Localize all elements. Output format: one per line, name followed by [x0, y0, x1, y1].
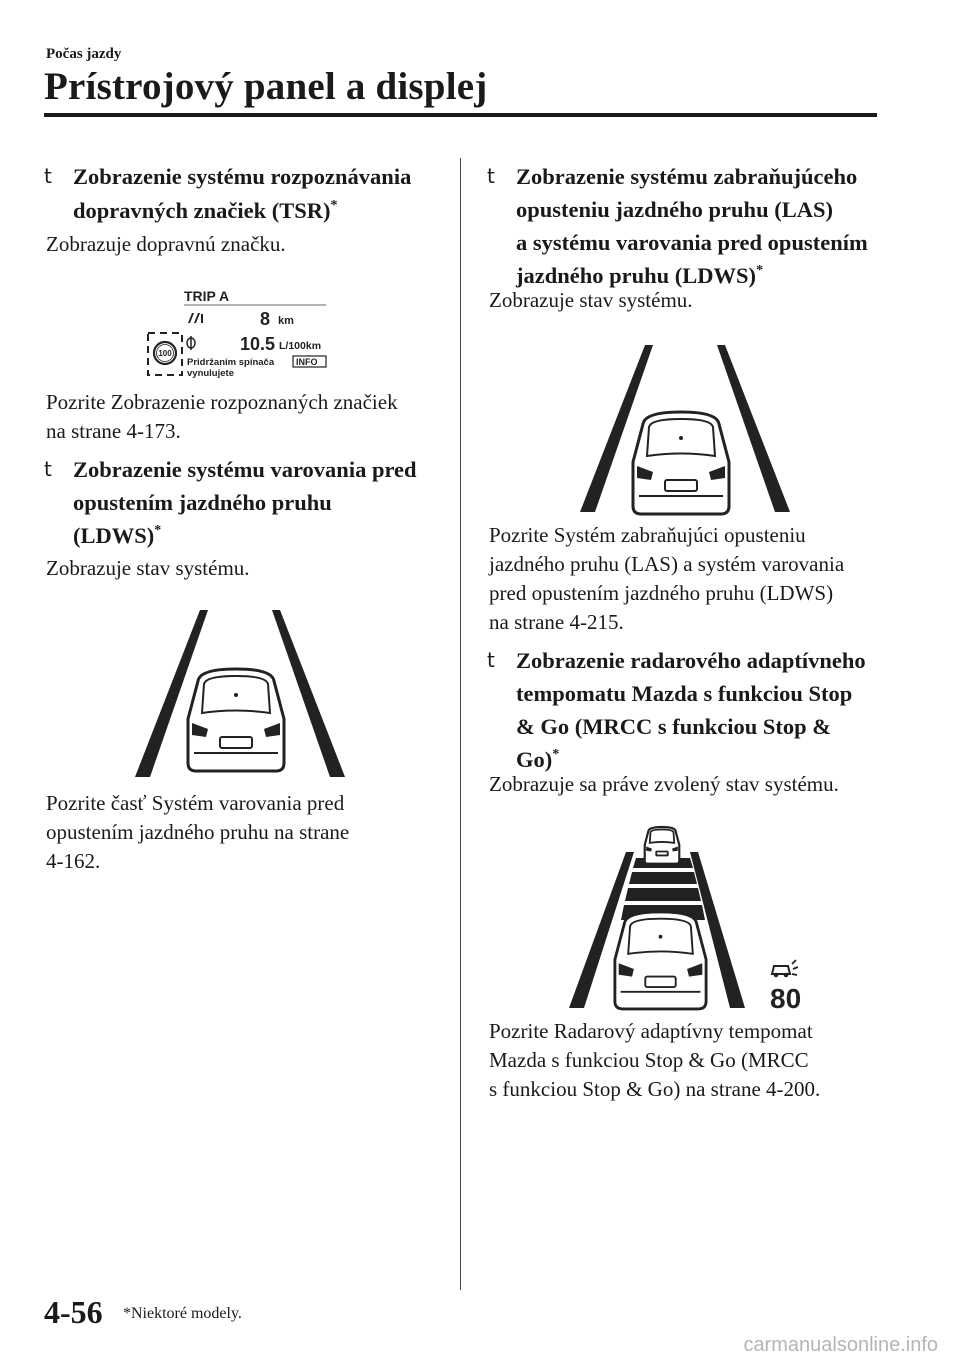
ldws-lane-illustration: [130, 605, 350, 780]
las-heading-line-4: jazdného pruhu (LDWS): [516, 263, 757, 288]
speed-limit-value: 100: [158, 349, 172, 358]
asterisk: *: [756, 263, 764, 278]
ldws-reference-line-3: 4-162.: [46, 849, 101, 873]
fuel-consumption-icon: [187, 336, 195, 350]
las-heading: [487, 160, 896, 292]
asterisk: *: [154, 523, 162, 538]
mrcc-illustration: [560, 822, 810, 1012]
car-rear-icon: [633, 412, 729, 514]
tsr-reference-line-1: Pozrite Zobrazenie rozpoznaných značiek: [46, 390, 398, 414]
lead-vehicle-icon: [645, 827, 680, 864]
tsr-description: Zobrazuje dopravnú značku.: [46, 232, 286, 256]
fuel-consumption-value: 10.5: [240, 334, 276, 354]
car-rear-icon: [615, 912, 706, 1009]
reset-hint-line-1: Pridržaním spínača: [187, 357, 275, 368]
set-speed-value: 80: [770, 983, 802, 1014]
chapter-title: Prístrojový panel a displej: [44, 65, 488, 108]
odometer-icon: [188, 313, 203, 323]
reset-hint-line-2: vynulujete: [187, 368, 234, 379]
mrcc-heading-line-2: tempomatu Mazda s funkciou Stop: [516, 681, 853, 706]
tsr-reference-line-2: na strane 4-173.: [46, 419, 181, 443]
las-reference-line-3: pred opustením jazdného pruhu (LDWS): [489, 581, 834, 605]
ldws-description: Zobrazuje stav systému.: [46, 556, 250, 580]
tsr-heading-line-2: dopravných značiek (TSR): [73, 198, 331, 223]
mrcc-reference: [489, 1017, 820, 1104]
tsr-heading-line-1: Zobrazenie systému rozpoznávania: [73, 164, 412, 189]
las-reference-line-1: Pozrite Systém zabraňujúci opusteniu: [489, 523, 806, 547]
mrcc-reference-line-2: Mazda s funkciou Stop & Go (MRCC: [489, 1048, 809, 1072]
las-lane-illustration: [575, 340, 795, 515]
mrcc-heading-line-1: Zobrazenie radarového adaptívneho: [516, 648, 866, 673]
mrcc-description: Zobrazuje sa práve zvolený stav systému.: [489, 772, 839, 796]
mrcc-reference-line-3: s funkciou Stop & Go) na strane 4-200.: [489, 1077, 821, 1101]
title-rule: [44, 113, 877, 117]
las-reference: [489, 521, 844, 637]
las-description: Zobrazuje stav systému.: [489, 288, 693, 312]
las-heading-line-2: opusteniu jazdného pruhu (LAS): [516, 197, 833, 222]
footnote: *Niektoré modely.: [123, 1305, 242, 1322]
mrcc-heading-line-4: Go): [516, 747, 553, 772]
ldws-heading-line-2: opustením jazdného pruhu: [73, 490, 332, 515]
info-button-label: INFO: [296, 357, 318, 367]
tsr-heading: [44, 160, 443, 227]
asterisk: *: [552, 747, 560, 762]
las-heading-line-1: Zobrazenie systému zabraňujúceho: [516, 164, 858, 189]
mrcc-reference-line-1: Pozrite Radarový adaptívny tempomat: [489, 1019, 813, 1043]
ldws-reference: [46, 789, 349, 876]
trip-distance: 8: [260, 309, 271, 329]
ldws-heading-line-3: (LDWS): [73, 523, 155, 548]
section-label: Počas jazdy: [46, 46, 122, 62]
mrcc-heading: [487, 644, 896, 776]
watermark: carmanualsonline.info: [743, 1334, 938, 1356]
ldws-reference-line-1: Pozrite časť Systém varovania pred: [46, 791, 345, 815]
bullet-icon: t: [44, 457, 52, 481]
radar-cruise-icon: [772, 960, 798, 977]
asterisk: *: [330, 198, 338, 213]
bullet-icon: t: [44, 164, 52, 188]
trip-label: TRIP A: [184, 288, 230, 304]
column-divider: [460, 158, 461, 1290]
fuel-consumption-unit: L/100km: [279, 340, 322, 352]
page-number: 4-56: [44, 1294, 103, 1330]
ldws-heading: [44, 453, 443, 552]
las-heading-line-3: a systému varovania pred opustením: [516, 230, 868, 255]
mrcc-heading-line-3: & Go (MRCC s funkciou Stop &: [516, 714, 832, 739]
tsr-reference: [46, 388, 398, 446]
bullet-icon: t: [487, 164, 495, 188]
ldws-reference-line-2: opustením jazdného pruhu na strane: [46, 820, 350, 844]
las-reference-line-4: na strane 4-215.: [489, 610, 624, 634]
las-reference-line-2: jazdného pruhu (LAS) a systém varovania: [489, 552, 845, 576]
tsr-display-illustration: [140, 285, 340, 385]
ldws-heading-line-1: Zobrazenie systému varovania pred: [73, 457, 417, 482]
bullet-icon: t: [487, 648, 495, 672]
car-rear-icon: [188, 669, 284, 771]
trip-distance-unit: km: [278, 315, 294, 327]
